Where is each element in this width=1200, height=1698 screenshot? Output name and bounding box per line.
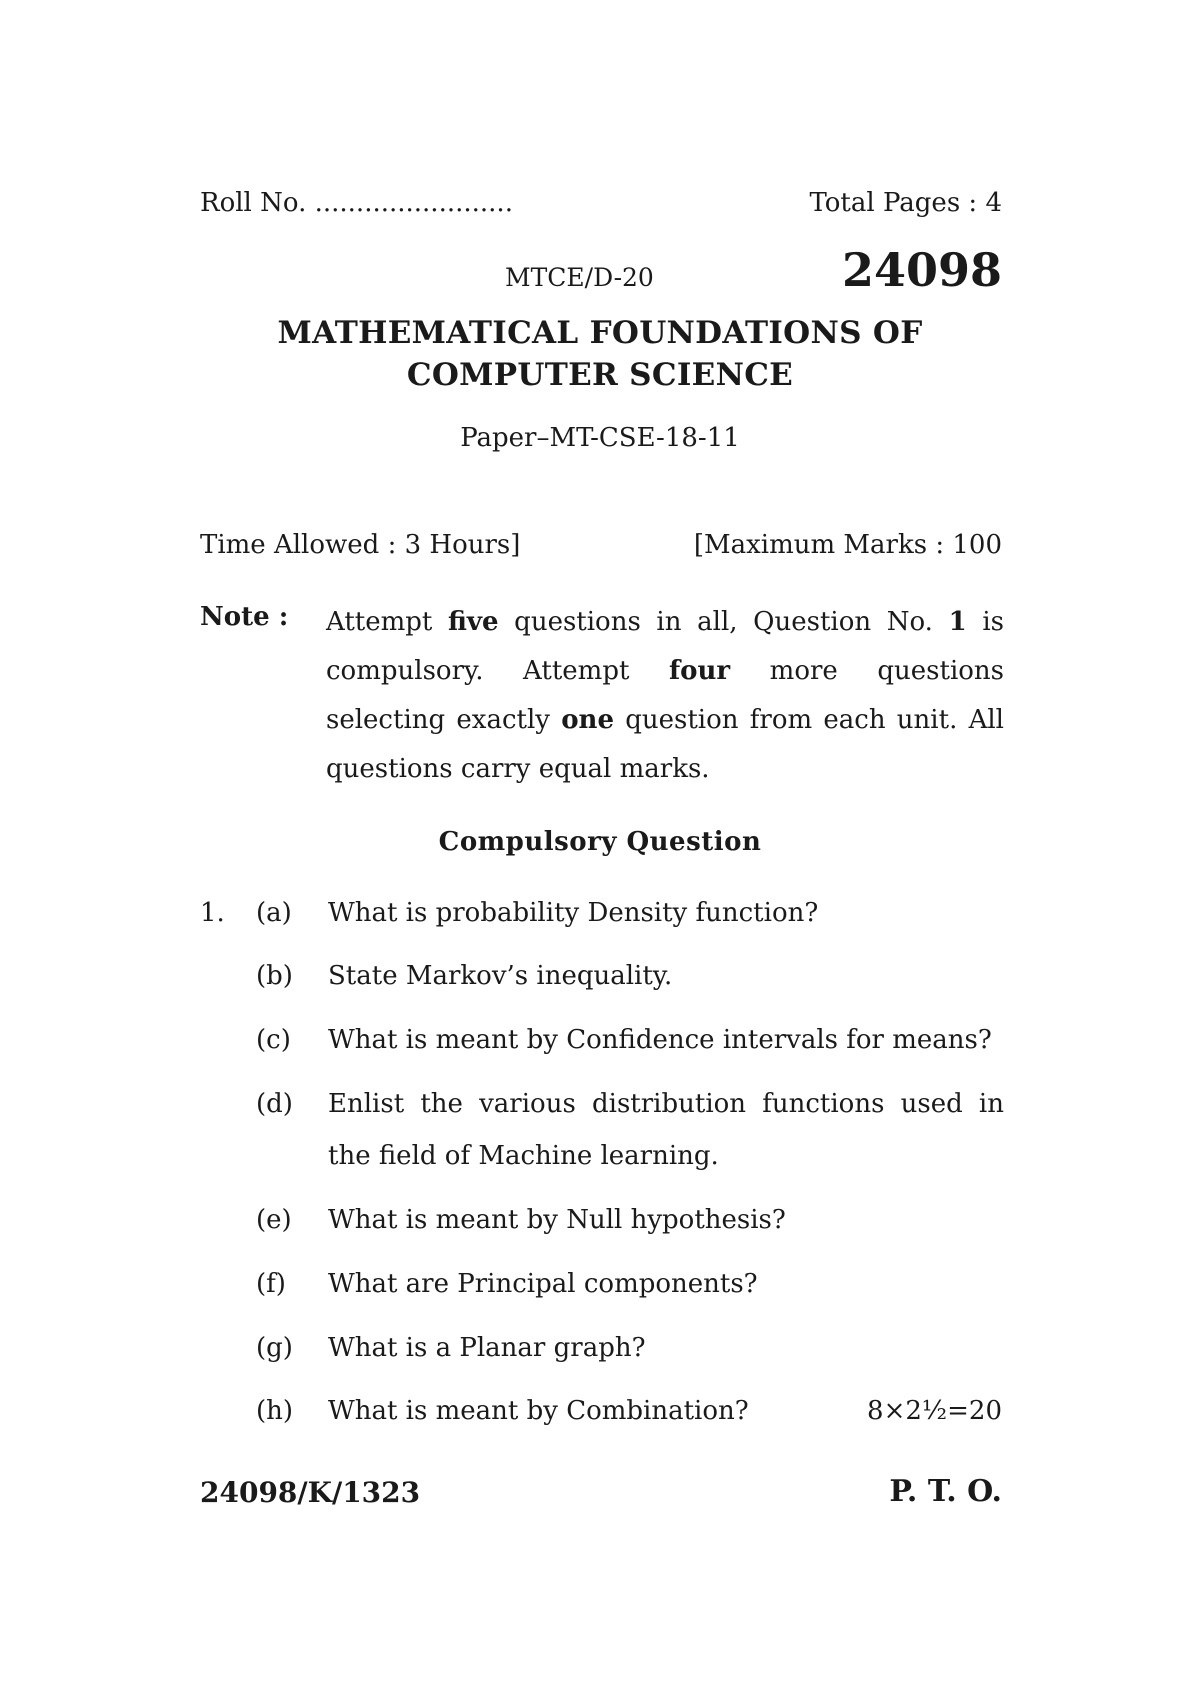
- part-label: (e): [256, 1205, 292, 1235]
- part-text: Enlist the various distribution functions used in the field of Machine learning.: [328, 1089, 1004, 1171]
- paper-title-line1: MATHEMATICAL FOUNDATIONS OF: [277, 315, 923, 351]
- paper-title-line2: COMPUTER SCIENCE: [406, 357, 794, 393]
- section-title: Compulsory Question: [438, 827, 762, 857]
- part-label: (a): [256, 898, 292, 928]
- part-text: What is meant by Combination?: [328, 1396, 749, 1426]
- part-label: (h): [256, 1396, 294, 1426]
- part-label: (b): [256, 961, 293, 991]
- exam-code: MTCE/D-20: [505, 263, 654, 292]
- part-label: (c): [256, 1025, 291, 1055]
- paper-code: Paper–MT-CSE-18-11: [460, 423, 740, 453]
- question-number: 1.: [200, 898, 225, 928]
- part-text: What is meant by Confidence intervals for means?: [328, 1025, 992, 1055]
- total-pages: Total Pages : 4: [809, 188, 1002, 218]
- part-label: (f): [256, 1269, 286, 1299]
- part-label: (g): [256, 1333, 293, 1363]
- note-text: Attempt five questions in all, Question No. 1 is compulsory. Attempt four more questions selecting exactly one question from each unit. All questions carry equal marks.: [326, 607, 1004, 784]
- part-text: State Markov’s inequality.: [328, 961, 673, 991]
- part-text: What are Principal components?: [328, 1269, 758, 1299]
- part-text: What is a Planar graph?: [328, 1333, 646, 1363]
- part-text: What is meant by Null hypothesis?: [328, 1205, 786, 1235]
- pto-label: P. T. O.: [889, 1474, 1002, 1509]
- note-label: Note :: [200, 602, 289, 632]
- part-label: (d): [256, 1089, 293, 1119]
- maximum-marks: [Maximum Marks : 100: [693, 530, 1002, 560]
- footer-code: 24098/K/1323: [200, 1476, 421, 1509]
- roll-number: Roll No. ........................: [200, 188, 513, 218]
- question-marks: 8×2½=20: [867, 1396, 1002, 1426]
- time-allowed: Time Allowed : 3 Hours]: [200, 530, 521, 560]
- part-text: What is probability Density function?: [328, 898, 819, 928]
- paper-number: 24098: [841, 243, 1002, 297]
